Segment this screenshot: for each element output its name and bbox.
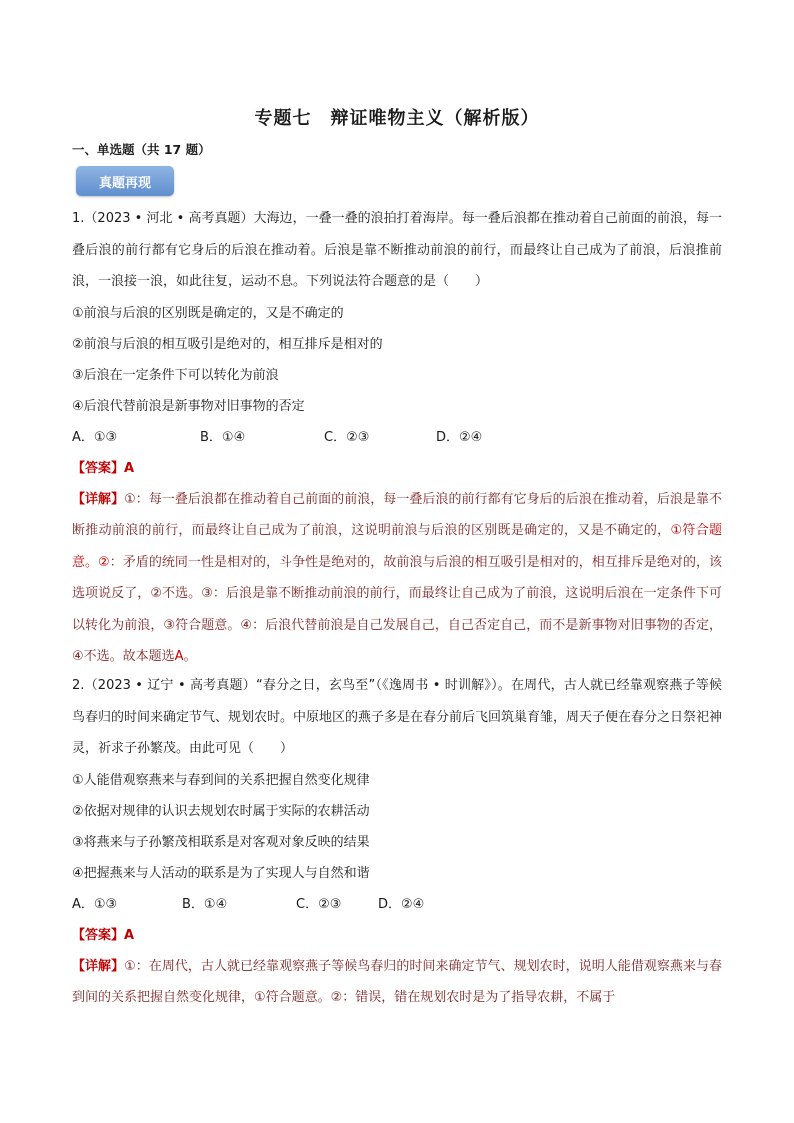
question-1-answer bbox=[72, 453, 722, 484]
question-2-answer bbox=[72, 920, 722, 951]
answer-label: 【答案】 bbox=[72, 460, 125, 476]
option-c: C．②③ bbox=[296, 896, 342, 912]
question-2-statement-4: ④把握燕来与人活动的联系是为了实现人与自然和谐 bbox=[72, 865, 370, 881]
answer-value: A bbox=[124, 927, 135, 943]
question-2-options bbox=[72, 889, 722, 920]
option-a: A．①③ bbox=[72, 896, 118, 912]
question-2-statement-3: ③将燕来与子孙繁茂相联系是对客观对象反映的结果 bbox=[72, 834, 370, 850]
question-1-statement-4: ④后浪代替前浪是新事物对旧事物的否定 bbox=[72, 398, 305, 414]
detail-answer: A bbox=[174, 649, 184, 664]
question-1-detail bbox=[72, 484, 722, 673]
question-2-statement-1: ①人能借观察燕来与春到间的关系把握自然变化规律 bbox=[72, 772, 370, 788]
answer-value: A bbox=[124, 460, 135, 476]
option-d: D．②④ bbox=[436, 429, 483, 445]
section-heading: 一、单选题（共 17 题） bbox=[72, 142, 211, 157]
question-1-stem: 1.（2023 • 河北 • 高考真题）大海边，一叠一叠的浪拍打着海岸。每一叠后浪都在推动着自己前面的前浪，每一叠后浪的前行都有它身后的后浪在推动着。后浪是靠不断推动前浪的前行，而最终让自己成为了前浪，后浪推前浪，一浪接一浪，如此往复，运动不息。下列说法符合题意的是（ ） bbox=[72, 211, 722, 289]
section-badge: 真题再现 bbox=[76, 166, 174, 196]
question-1-statement-3: ③后浪在一定条件下可以转化为前浪 bbox=[72, 367, 279, 383]
detail-text: ①：每一叠后浪都在推动着自己前面的前浪，每一叠后浪的前行都有它身后的后浪在推动着，后浪是靠不断推动前浪的前行，而最终让自己成为了前浪，这说明前浪与后浪的区别既是确定的，又是不确定的， bbox=[72, 491, 722, 538]
option-b: B．①④ bbox=[182, 896, 228, 912]
option-d: D．②④ bbox=[378, 896, 425, 912]
question-2-stem: 2.（2023 • 辽宁 • 高考真题）“春分之日，玄鸟至”（《逸周书 • 时训解》）。在周代，古人就已经靠观察燕子等候鸟春归的时间来确定节气、规划农时。中原地区的燕子多是在春分前后飞回筑巢育雏，周天子便在春分之日祭祀神灵，祈求子孙繁茂。由此可见（ ） bbox=[72, 678, 723, 756]
option-a: A．①③ bbox=[72, 429, 118, 445]
detail-period: 。 bbox=[183, 649, 197, 664]
detail-highlight: ①符合题意。② bbox=[72, 523, 722, 570]
question-1 bbox=[72, 203, 722, 673]
answer-label: 【答案】 bbox=[72, 927, 125, 943]
option-c: C．②③ bbox=[324, 429, 370, 445]
option-b: B．①④ bbox=[200, 429, 246, 445]
question-2-detail bbox=[72, 951, 722, 1014]
question-2 bbox=[72, 670, 722, 1014]
question-1-statement-2: ②前浪与后浪的相互吸引是绝对的，相互排斥是相对的 bbox=[72, 336, 383, 352]
detail-text-continued: ：矛盾的统同一性是相对的，斗争性是绝对的，故前浪与后浪的相互吸引是相对的，相互排斥是绝对的，该选项说反了，②不选。③：后浪是靠不断推动前浪的前行，而最终让自己成为了前浪，这说明后浪在一定条件下可以转化为前浪，③符合题意。④：后浪代替前浪是自己发展自己，自己否定自己，而不是新事物对旧事物的否定，④不选。故本题选 bbox=[72, 554, 722, 664]
question-1-options bbox=[72, 422, 722, 453]
question-1-statement-1: ①前浪与后浪的区别既是确定的，又是不确定的 bbox=[72, 305, 344, 321]
detail-label: 【详解】 bbox=[72, 958, 125, 974]
detail-label: 【详解】 bbox=[72, 491, 125, 507]
question-2-statement-2: ②依据对规律的认识去规划农时属于实际的农耕活动 bbox=[72, 803, 370, 819]
detail-text: ①：在周代，古人就已经靠观察燕子等候鸟春归的时间来确定节气、规划农时，说明人能借观察燕来与春到间的关系把握自然变化规律，①符合题意。②：错误，错在规划农时是为了指导农耕，不属于 bbox=[72, 958, 722, 1005]
page-title: 专题七 辩证唯物主义（解析版） bbox=[254, 108, 540, 129]
